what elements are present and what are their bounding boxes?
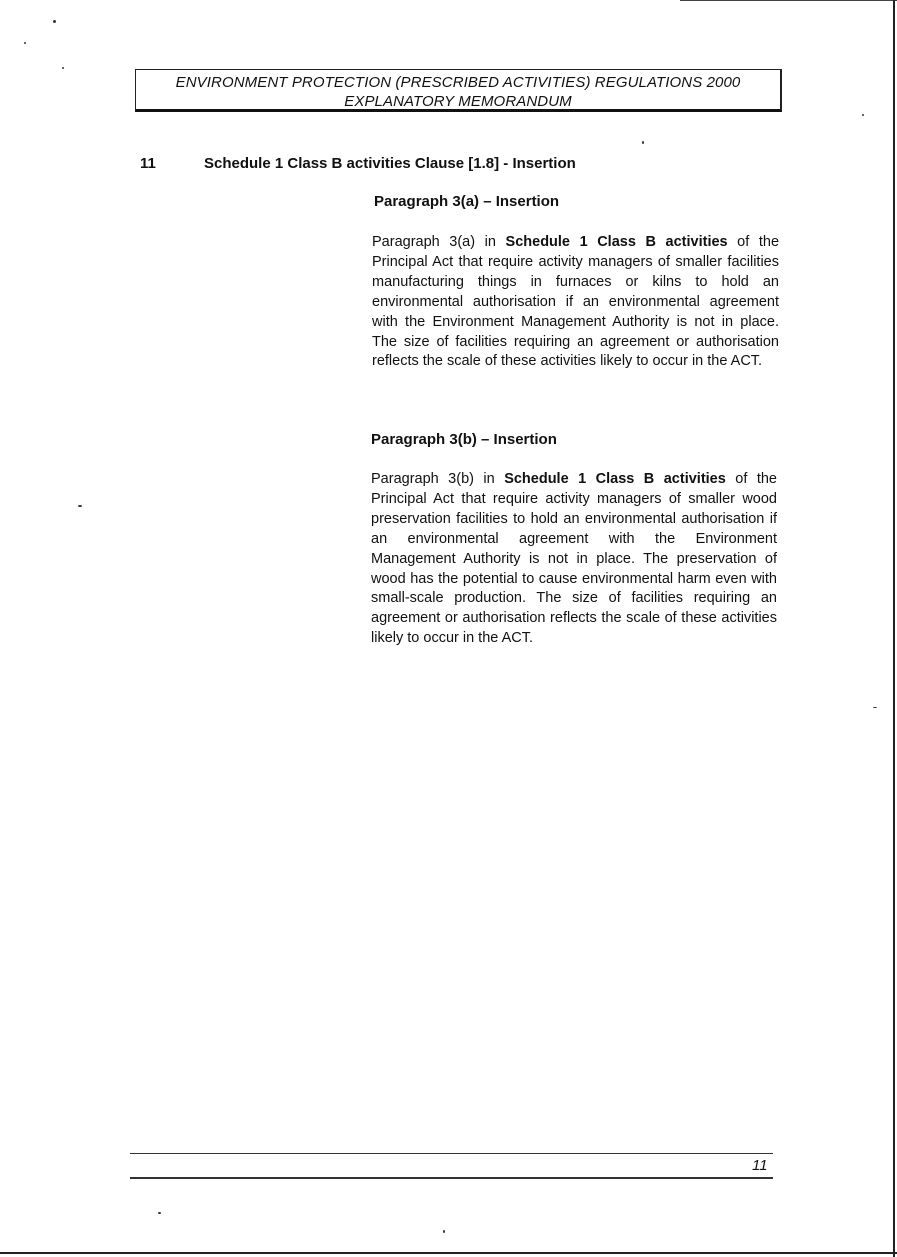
paragraph-3b-text: of the Principal Act that require activity managers of smaller wood preservation facilities to hold an environmental authorisation if an environmental agreement with the Environment Management Authority is not in place. The preservation of wood has the potential to cause environmental harm even with small-scale production. The size of facilities requiring an agreement or authorisation reflects the scale of these activities likely to occur in the ACT. bbox=[371, 471, 777, 647]
scan-speck bbox=[158, 1212, 161, 1214]
scan-speck bbox=[78, 505, 82, 507]
paragraph-3a-text-lead: Paragraph 3(a) in bbox=[372, 234, 506, 250]
section-heading bbox=[140, 155, 576, 172]
paragraph-3a-body bbox=[372, 233, 779, 372]
scan-speck bbox=[62, 67, 64, 69]
paragraph-3b-bold-term: Schedule 1 Class B activities bbox=[504, 471, 726, 487]
page-number: 11 bbox=[752, 1157, 768, 1174]
header-title: ENVIRONMENT PROTECTION (PRESCRIBED ACTIVITIES) REGULATIONS 2000 bbox=[175, 74, 741, 91]
footer-rule-bottom bbox=[130, 1177, 773, 1179]
paragraph-3b-body bbox=[371, 470, 777, 649]
paragraph-3a-bold-term: Schedule 1 Class B activities bbox=[505, 234, 728, 250]
section-number: 11 bbox=[140, 155, 156, 172]
paragraph-3b-heading: Paragraph 3(b) – Insertion bbox=[371, 431, 557, 448]
header-subtitle: EXPLANATORY MEMORANDUM bbox=[344, 93, 572, 110]
scan-speck bbox=[862, 114, 864, 116]
paragraph-3a-heading: Paragraph 3(a) – Insertion bbox=[374, 193, 560, 210]
paragraph-3a-text: of the Principal Act that require activity managers of smaller facilities manufacturing things in furnaces or kilns to hold an environmental authorisation if an environmental agreement with the Environment Management Authority is not in place. The size of facilities requiring an agreement or authorisation reflects the scale of these activities likely to occur in the ACT. bbox=[372, 234, 780, 370]
document-header bbox=[135, 69, 782, 112]
scan-edge-right bbox=[893, 0, 895, 1257]
scan-edge-bottom bbox=[0, 1252, 897, 1254]
paragraph-3b-text-lead: Paragraph 3(b) in bbox=[371, 471, 505, 487]
scan-edge-top bbox=[680, 0, 897, 1]
footer-rule-top bbox=[130, 1153, 773, 1154]
scan-speck bbox=[642, 141, 644, 144]
scan-speck bbox=[443, 1230, 445, 1233]
scan-speck bbox=[53, 20, 56, 23]
scan-speck bbox=[873, 707, 877, 708]
section-title: Schedule 1 Class B activities Clause [1.8] - Insertion bbox=[204, 155, 576, 172]
scan-speck bbox=[24, 42, 26, 44]
